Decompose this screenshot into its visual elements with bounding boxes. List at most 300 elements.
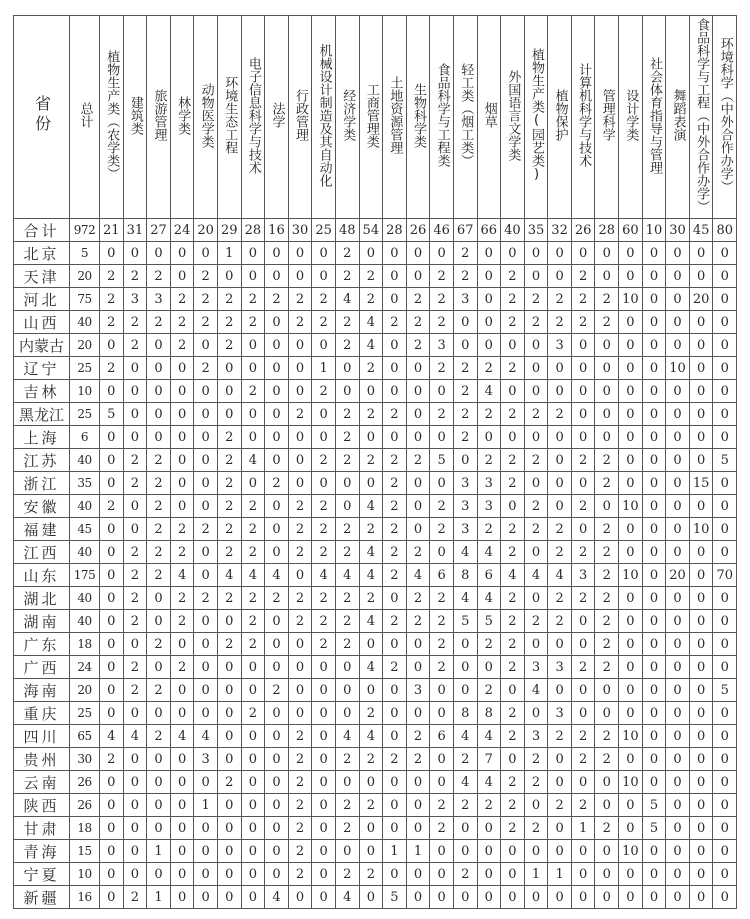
value-cell: 0: [642, 265, 666, 288]
value-cell: 0: [689, 725, 713, 748]
value-cell: 0: [194, 472, 218, 495]
row-total-cell: 15: [70, 840, 100, 863]
value-cell: 2: [571, 449, 595, 472]
province-cell: 广东: [14, 633, 70, 656]
value-cell: 0: [241, 403, 265, 426]
value-cell: 0: [288, 334, 312, 357]
province-cell: 北京: [14, 242, 70, 265]
value-cell: 0: [170, 863, 194, 886]
value-cell: 0: [217, 380, 241, 403]
value-cell: 0: [194, 334, 218, 357]
value-cell: 0: [170, 495, 194, 518]
province-cell: 湖北: [14, 587, 70, 610]
value-cell: 0: [713, 426, 737, 449]
value-cell: 0: [265, 357, 289, 380]
value-cell: 2: [288, 288, 312, 311]
value-cell: 0: [312, 794, 336, 817]
value-cell: 0: [666, 679, 690, 702]
value-cell: 4: [359, 564, 383, 587]
value-cell: 0: [359, 380, 383, 403]
value-cell: 25: [312, 219, 336, 242]
value-cell: 0: [383, 725, 407, 748]
value-cell: 10: [642, 219, 666, 242]
value-cell: 0: [217, 725, 241, 748]
row-total-cell: 25: [70, 357, 100, 380]
value-cell: 2: [524, 817, 548, 840]
value-cell: 2: [147, 472, 171, 495]
value-cell: 0: [619, 610, 643, 633]
column-header-label: 食品科学与工程（中外合作办学）: [694, 17, 710, 213]
value-cell: 20: [666, 564, 690, 587]
value-cell: 0: [194, 863, 218, 886]
value-cell: 0: [123, 748, 147, 771]
value-cell: 0: [666, 426, 690, 449]
value-cell: 26: [571, 219, 595, 242]
column-header-label: 工商管理类: [363, 82, 379, 148]
value-cell: 0: [571, 242, 595, 265]
province-cell: 合计: [14, 219, 70, 242]
column-header-label: 轻工类（烟工类）: [458, 63, 474, 167]
value-cell: 2: [335, 403, 359, 426]
value-cell: 0: [406, 817, 430, 840]
value-cell: 0: [100, 518, 124, 541]
value-cell: 0: [713, 472, 737, 495]
value-cell: 0: [642, 426, 666, 449]
value-cell: 0: [501, 748, 525, 771]
value-cell: 0: [477, 311, 501, 334]
value-cell: 0: [477, 334, 501, 357]
value-cell: 2: [335, 242, 359, 265]
table-row: [14, 702, 737, 725]
value-cell: 0: [335, 495, 359, 518]
value-cell: 4: [335, 288, 359, 311]
value-cell: 4: [406, 564, 430, 587]
value-cell: 0: [406, 633, 430, 656]
value-cell: 0: [123, 380, 147, 403]
value-cell: 0: [312, 817, 336, 840]
value-cell: 0: [666, 863, 690, 886]
value-cell: 0: [666, 518, 690, 541]
value-cell: 2: [383, 541, 407, 564]
value-cell: 2: [501, 357, 525, 380]
value-cell: 2: [571, 587, 595, 610]
value-cell: 2: [383, 564, 407, 587]
value-cell: 0: [689, 495, 713, 518]
table-row: [14, 656, 737, 679]
value-cell: 2: [288, 748, 312, 771]
value-cell: 0: [241, 472, 265, 495]
value-cell: 48: [335, 219, 359, 242]
value-cell: 6: [477, 564, 501, 587]
value-cell: 2: [595, 725, 619, 748]
value-cell: 2: [217, 288, 241, 311]
value-cell: 1: [524, 863, 548, 886]
value-cell: 2: [430, 610, 454, 633]
value-cell: 0: [147, 748, 171, 771]
value-cell: 0: [147, 863, 171, 886]
value-cell: 2: [123, 587, 147, 610]
value-cell: 0: [217, 610, 241, 633]
value-cell: 0: [312, 748, 336, 771]
value-cell: 2: [383, 656, 407, 679]
value-cell: 0: [571, 380, 595, 403]
value-cell: 2: [571, 265, 595, 288]
value-cell: 2: [406, 288, 430, 311]
value-cell: 0: [453, 840, 477, 863]
value-cell: 0: [571, 702, 595, 725]
value-cell: 0: [689, 403, 713, 426]
value-cell: 2: [453, 748, 477, 771]
row-total-cell: 18: [70, 633, 100, 656]
value-cell: 2: [217, 495, 241, 518]
value-cell: 0: [100, 564, 124, 587]
value-cell: 0: [359, 426, 383, 449]
province-cell: 江西: [14, 541, 70, 564]
value-cell: 0: [524, 633, 548, 656]
column-header-label: 法学: [269, 102, 285, 128]
value-cell: 0: [241, 265, 265, 288]
value-cell: 24: [170, 219, 194, 242]
value-cell: 0: [571, 840, 595, 863]
value-cell: 0: [241, 426, 265, 449]
value-cell: 0: [147, 357, 171, 380]
value-cell: 2: [430, 311, 454, 334]
value-cell: 0: [288, 242, 312, 265]
value-cell: 0: [430, 242, 454, 265]
value-cell: 0: [477, 817, 501, 840]
value-cell: 2: [430, 817, 454, 840]
value-cell: 0: [123, 863, 147, 886]
value-cell: 2: [217, 587, 241, 610]
value-cell: 3: [548, 334, 572, 357]
value-cell: 2: [383, 472, 407, 495]
value-cell: 0: [713, 380, 737, 403]
value-cell: 0: [689, 242, 713, 265]
province-cell: 天津: [14, 265, 70, 288]
value-cell: 0: [453, 817, 477, 840]
value-cell: 0: [642, 242, 666, 265]
value-cell: 0: [100, 587, 124, 610]
value-cell: 0: [100, 541, 124, 564]
value-cell: 2: [359, 288, 383, 311]
value-cell: 0: [689, 426, 713, 449]
value-cell: 0: [406, 863, 430, 886]
value-cell: 0: [524, 380, 548, 403]
value-cell: 2: [335, 587, 359, 610]
value-cell: 0: [265, 748, 289, 771]
value-cell: 0: [383, 380, 407, 403]
value-cell: 0: [406, 495, 430, 518]
value-cell: 0: [383, 702, 407, 725]
value-cell: 4: [359, 610, 383, 633]
value-cell: 2: [335, 794, 359, 817]
value-cell: 0: [548, 242, 572, 265]
value-cell: 0: [170, 633, 194, 656]
value-cell: 2: [288, 840, 312, 863]
value-cell: 0: [524, 472, 548, 495]
value-cell: 0: [430, 748, 454, 771]
value-cell: 0: [689, 610, 713, 633]
value-cell: 2: [406, 311, 430, 334]
value-cell: 28: [241, 219, 265, 242]
value-cell: 2: [595, 472, 619, 495]
value-cell: 0: [241, 817, 265, 840]
column-header-label: 建筑类: [127, 95, 143, 135]
value-cell: 20: [689, 288, 713, 311]
column-header: [595, 16, 619, 219]
value-cell: 0: [666, 587, 690, 610]
province-cell: 安徽: [14, 495, 70, 518]
column-header: [548, 16, 572, 219]
value-cell: 4: [241, 564, 265, 587]
value-cell: 0: [642, 288, 666, 311]
column-header: [194, 16, 218, 219]
value-cell: 0: [288, 702, 312, 725]
value-cell: 2: [524, 610, 548, 633]
value-cell: 0: [713, 725, 737, 748]
value-cell: 10: [619, 840, 643, 863]
value-cell: 31: [123, 219, 147, 242]
value-cell: 0: [123, 794, 147, 817]
value-cell: 0: [383, 863, 407, 886]
value-cell: 0: [383, 817, 407, 840]
value-cell: 2: [100, 748, 124, 771]
table-row: [14, 817, 737, 840]
value-cell: 5: [430, 449, 454, 472]
value-cell: 0: [312, 863, 336, 886]
value-cell: 2: [194, 265, 218, 288]
value-cell: 0: [548, 771, 572, 794]
value-cell: 2: [595, 288, 619, 311]
column-header: [288, 16, 312, 219]
value-cell: 2: [265, 288, 289, 311]
value-cell: 0: [689, 380, 713, 403]
table-row: [14, 380, 737, 403]
value-cell: 30: [288, 219, 312, 242]
value-cell: 0: [406, 656, 430, 679]
province-cell: 四川: [14, 725, 70, 748]
value-cell: 10: [619, 495, 643, 518]
row-total-cell: 20: [70, 265, 100, 288]
value-cell: 0: [453, 633, 477, 656]
value-cell: 0: [595, 265, 619, 288]
value-cell: 0: [642, 495, 666, 518]
value-cell: 0: [430, 679, 454, 702]
value-cell: 0: [666, 265, 690, 288]
value-cell: 5: [713, 449, 737, 472]
value-cell: 0: [666, 288, 690, 311]
value-cell: 0: [217, 702, 241, 725]
value-cell: 0: [383, 426, 407, 449]
value-cell: 1: [548, 863, 572, 886]
value-cell: 2: [335, 426, 359, 449]
value-cell: 2: [406, 587, 430, 610]
value-cell: 2: [217, 426, 241, 449]
value-cell: 0: [383, 288, 407, 311]
value-cell: 0: [335, 702, 359, 725]
value-cell: 0: [406, 794, 430, 817]
value-cell: 0: [194, 380, 218, 403]
value-cell: 4: [359, 725, 383, 748]
value-cell: 2: [406, 541, 430, 564]
value-cell: 70: [713, 564, 737, 587]
value-cell: 0: [571, 357, 595, 380]
value-cell: 0: [713, 357, 737, 380]
province-cell: 湖南: [14, 610, 70, 633]
value-cell: 0: [595, 840, 619, 863]
value-cell: 1: [147, 840, 171, 863]
column-header: [713, 16, 737, 219]
value-cell: 0: [548, 817, 572, 840]
value-cell: 0: [100, 840, 124, 863]
value-cell: 0: [713, 863, 737, 886]
value-cell: 0: [312, 702, 336, 725]
value-cell: 0: [312, 725, 336, 748]
value-cell: 2: [501, 794, 525, 817]
value-cell: 0: [666, 633, 690, 656]
value-cell: 2: [123, 265, 147, 288]
value-cell: 0: [501, 380, 525, 403]
value-cell: 2: [501, 610, 525, 633]
value-cell: 0: [501, 840, 525, 863]
value-cell: 2: [335, 633, 359, 656]
province-cell: 内蒙古: [14, 334, 70, 357]
value-cell: 0: [147, 656, 171, 679]
value-cell: 0: [147, 426, 171, 449]
value-cell: 0: [642, 564, 666, 587]
province-cell: 山东: [14, 564, 70, 587]
value-cell: 0: [477, 426, 501, 449]
value-cell: 0: [194, 817, 218, 840]
value-cell: 2: [501, 656, 525, 679]
value-cell: 0: [241, 748, 265, 771]
column-header: [571, 16, 595, 219]
value-cell: 4: [453, 541, 477, 564]
table-row: [14, 288, 737, 311]
value-cell: 0: [595, 357, 619, 380]
value-cell: 0: [713, 403, 737, 426]
value-cell: 28: [383, 219, 407, 242]
table-row: [14, 472, 737, 495]
value-cell: 0: [713, 610, 737, 633]
value-cell: 2: [477, 403, 501, 426]
value-cell: 4: [170, 725, 194, 748]
value-cell: 0: [265, 794, 289, 817]
province-cell: 广西: [14, 656, 70, 679]
value-cell: 0: [548, 633, 572, 656]
table-row: [14, 495, 737, 518]
value-cell: 0: [619, 449, 643, 472]
value-cell: 0: [123, 771, 147, 794]
value-cell: 2: [147, 518, 171, 541]
value-cell: 0: [194, 679, 218, 702]
value-cell: 2: [217, 633, 241, 656]
table-row: [14, 357, 737, 380]
value-cell: 2: [265, 587, 289, 610]
value-cell: 0: [689, 357, 713, 380]
row-total-cell: 25: [70, 702, 100, 725]
value-cell: 0: [194, 840, 218, 863]
row-total-cell: 20: [70, 679, 100, 702]
value-cell: 0: [689, 564, 713, 587]
column-header: [477, 16, 501, 219]
value-cell: 0: [619, 587, 643, 610]
value-cell: 0: [241, 840, 265, 863]
value-cell: 0: [406, 702, 430, 725]
value-cell: 2: [571, 288, 595, 311]
value-cell: 2: [194, 518, 218, 541]
value-cell: 2: [335, 748, 359, 771]
value-cell: 0: [642, 472, 666, 495]
value-cell: 1: [217, 242, 241, 265]
column-header-label: 旅游管理: [151, 89, 167, 141]
value-cell: 0: [548, 357, 572, 380]
value-cell: 0: [666, 242, 690, 265]
value-cell: 4: [548, 564, 572, 587]
value-cell: 0: [689, 311, 713, 334]
value-cell: 0: [595, 794, 619, 817]
value-cell: 0: [689, 449, 713, 472]
value-cell: 0: [713, 587, 737, 610]
value-cell: 2: [335, 610, 359, 633]
table-row: [14, 886, 737, 909]
value-cell: 0: [406, 886, 430, 909]
province-cell: 辽宁: [14, 357, 70, 380]
value-cell: 0: [147, 610, 171, 633]
value-cell: 0: [335, 771, 359, 794]
value-cell: 10: [619, 771, 643, 794]
value-cell: 0: [642, 863, 666, 886]
value-cell: 0: [288, 656, 312, 679]
row-total-cell: 26: [70, 794, 100, 817]
table-row: [14, 794, 737, 817]
value-cell: 0: [619, 794, 643, 817]
value-cell: 2: [548, 288, 572, 311]
value-cell: 0: [453, 886, 477, 909]
value-cell: 0: [666, 702, 690, 725]
value-cell: 0: [453, 334, 477, 357]
value-cell: 2: [194, 587, 218, 610]
value-cell: 2: [241, 633, 265, 656]
value-cell: 0: [501, 679, 525, 702]
value-cell: 0: [217, 794, 241, 817]
value-cell: 0: [713, 633, 737, 656]
value-cell: 0: [359, 679, 383, 702]
province-cell: 新疆: [14, 886, 70, 909]
value-cell: 2: [194, 357, 218, 380]
value-cell: 2: [430, 357, 454, 380]
value-cell: 0: [241, 679, 265, 702]
value-cell: 2: [595, 610, 619, 633]
value-cell: 2: [335, 334, 359, 357]
row-total-cell: 972: [70, 219, 100, 242]
value-cell: 0: [666, 449, 690, 472]
value-cell: 0: [689, 840, 713, 863]
table-row: [14, 449, 737, 472]
value-cell: 2: [312, 610, 336, 633]
value-cell: 0: [453, 311, 477, 334]
column-header: [619, 16, 643, 219]
value-cell: 0: [100, 380, 124, 403]
province-cell: 甘肃: [14, 817, 70, 840]
value-cell: 0: [406, 403, 430, 426]
value-cell: 2: [312, 587, 336, 610]
value-cell: 0: [100, 633, 124, 656]
value-cell: 0: [619, 311, 643, 334]
value-cell: 16: [265, 219, 289, 242]
value-cell: 0: [501, 886, 525, 909]
value-cell: 2: [217, 518, 241, 541]
